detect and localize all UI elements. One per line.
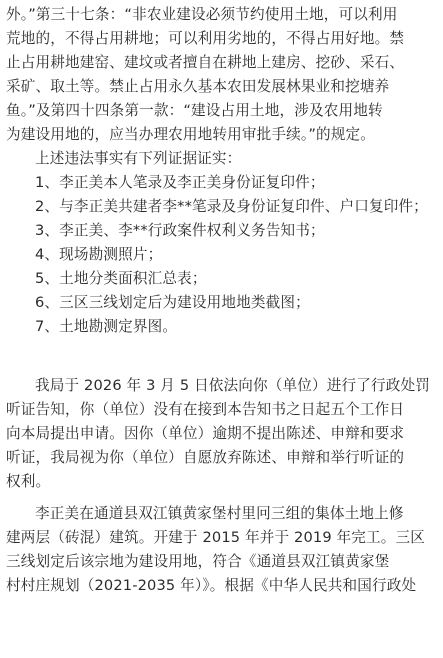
legal-citation-paragraph [6, 3, 437, 147]
paragraph-spacer [6, 494, 437, 502]
evidence-list [6, 171, 437, 339]
text-line: 采矿、取土等。禁止占用永久基本农田发展林果业和挖塘养 [6, 78, 390, 95]
hearing-paragraph [6, 374, 437, 494]
text-line: 鱼。”及第四十四条第一款：“建设占用土地，涉及农用地转 [6, 102, 383, 119]
paragraph-spacer [6, 339, 437, 374]
text-line: 李正美在通道县双江镇黄家堡村里冋三组的集体土地上修 [35, 505, 404, 522]
text-line: 村村庄规划（2021-2035 年）》。根据《中华人民共和国行政处 [6, 577, 417, 594]
evidence-item: 1、李正美本人笔录及李正美身份证复印件； [35, 174, 325, 191]
evidence-item: 3、李正美、李**行政案件权利义务告知书； [35, 222, 325, 239]
evidence-item: 5、土地分类面积汇总表； [35, 270, 207, 287]
text-line: 向本局提出申请。因你（单位）逾期不提出陈述、申辩和要求 [6, 425, 405, 442]
text-line: 听证，我局视为你（单位）自愿放弃陈述、申辩和举行听证的 [6, 449, 405, 466]
text-line: 止占用耕地建窑、建坟或者擅自在耕地上建房、挖砂、采石、 [6, 54, 405, 71]
evidence-item: 4、现场勘测照片； [35, 246, 163, 263]
text-line: 我局于 2026 年 3 月 5 日依法向你（单位）进行了行政处罚 [35, 377, 430, 394]
evidence-item: 6、三区三线划定后为建设用地地类截图； [35, 294, 310, 311]
text-line: 听证告知，你（单位）没有在接到本告知书之日起五个工作日 [6, 401, 405, 418]
text-line: 三线划定后该宗地为建设用地，符合《通道县双江镇黄家堡 [6, 553, 390, 570]
evidence-heading: 上述违法事实有下列证据证实： [35, 150, 242, 167]
text-line: 荒地的，不得占用耕地；可以利用劣地的，不得占用好地。禁 [6, 30, 405, 47]
text-line: 建两层（砖混）建筑。开建于 2015 年并于 2019 年完工。三区 [6, 529, 425, 546]
facts-paragraph [6, 502, 437, 598]
text-line: 外。”第三十七条：“非农业建设必须节约使用土地，可以利用 [6, 6, 398, 23]
text-line: 权利。 [6, 473, 51, 490]
text-line: 为建设用地的，应当办理农用地转用审批手续。”的规定。 [6, 126, 376, 143]
evidence-item: 2、与李正美共建者李**笔录及身份证复印件、户口复印件； [35, 198, 428, 215]
evidence-item: 7、土地勘测定界图。 [35, 318, 178, 335]
